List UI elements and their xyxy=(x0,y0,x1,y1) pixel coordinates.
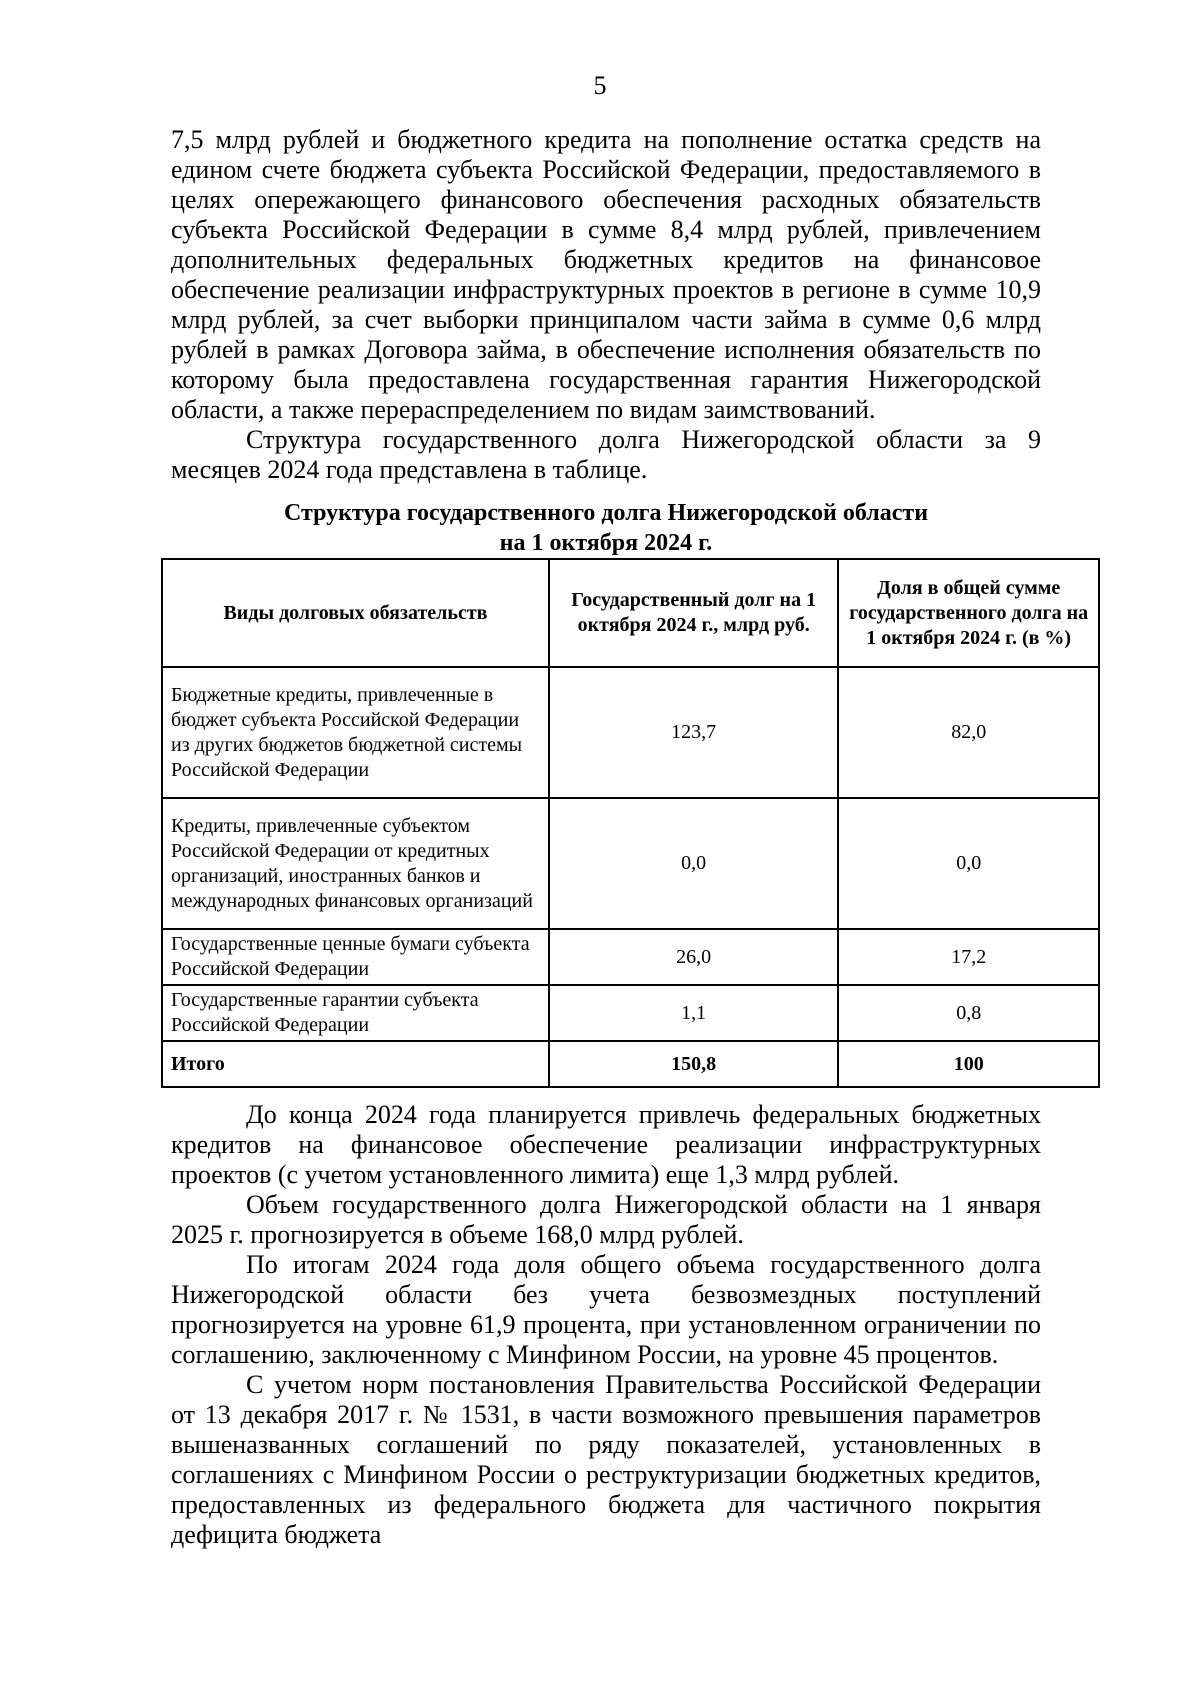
share-cell: 0,0 xyxy=(838,798,1099,929)
paragraph: Объем государственного долга Нижегородской области на 1 января 2025 г. прогнозируется в объеме 168,0 млрд рублей. xyxy=(171,1190,1041,1249)
table-row xyxy=(162,985,1099,1041)
table-row xyxy=(162,798,1099,929)
column-header-share: Доля в общей сумме государственного долга на 1 октября 2024 г. (в %) xyxy=(838,559,1099,667)
amount-cell: 0,0 xyxy=(549,798,838,929)
page-number: 5 xyxy=(593,71,607,100)
debt-type-cell: Государственные гарантии субъекта Российской Федерации xyxy=(162,985,549,1041)
paragraph: С учетом норм постановления Правительства Российской Федерации от 13 декабря 2017 г. № 1531, в части возможного превышения параметров вышеназванных соглашений по ряду показателей, установленных в соглашениях с Минфином России о реструктуризации бюджетных кредитов, предоставленных из федерального бюджета для частичного покрытия дефицита бюджета xyxy=(171,1370,1041,1549)
text-block-bottom xyxy=(171,1100,1041,1550)
total-share-cell: 100 xyxy=(838,1041,1099,1087)
amount-cell: 123,7 xyxy=(549,667,838,798)
debt-type-cell: Государственные ценные бумаги субъекта Российской Федерации xyxy=(162,929,549,985)
paragraph: Структура государственного долга Нижегородской области за 9 месяцев 2024 года представлена в таблице. xyxy=(171,425,1041,484)
share-cell: 82,0 xyxy=(838,667,1099,798)
debt-structure-table xyxy=(161,558,1100,1088)
total-label-cell: Итого xyxy=(162,1041,549,1087)
share-cell: 17,2 xyxy=(838,929,1099,985)
table-title xyxy=(171,498,1041,558)
table-header-row xyxy=(162,559,1099,667)
table-total-row xyxy=(162,1041,1099,1087)
amount-cell: 26,0 xyxy=(549,929,838,985)
debt-type-cell: Бюджетные кредиты, привлеченные в бюджет субъекта Российской Федерации из других бюджетов бюджетной системы Российской Федерации xyxy=(162,667,549,798)
column-header-amount: Государственный долг на 1 октября 2024 г., млрд руб. xyxy=(549,559,838,667)
table-row xyxy=(162,929,1099,985)
column-header-debt-type: Виды долговых обязательств xyxy=(162,559,549,667)
text-block-top xyxy=(171,125,1041,485)
table-title-line: Структура государственного долга Нижегородской области xyxy=(283,500,929,526)
total-amount-cell: 150,8 xyxy=(549,1041,838,1087)
table-row xyxy=(162,667,1099,798)
amount-cell: 1,1 xyxy=(549,985,838,1041)
paragraph: По итогам 2024 года доля общего объема государственного долга Нижегородской области без учета безвозмездных поступлений прогнозируется на уровне 61,9 процента, при установленном ограничении по соглашению, заключенному с Минфином России, на уровне 45 процентов. xyxy=(171,1250,1041,1369)
paragraph: 7,5 млрд рублей и бюджетного кредита на пополнение остатка средств на едином счете бюджета субъекта Российской Федерации, предоставляемого в целях опережающего финансового обеспечения расходных обязательств субъекта Российской Федерации в сумме 8,4 млрд рублей, привлечением дополнительных федеральных бюджетных кредитов на финансовое обеспечение реализации инфраструктурных проектов в регионе в сумме 10,9 млрд рублей, за счет выборки принципалом части займа в сумме 0,6 млрд рублей в рамках Договора займа, в обеспечение исполнения обязательств по которому была предоставлена государственная гарантия Нижегородской области, а также перераспределением по видам заимствований. xyxy=(171,125,1041,424)
paragraph: До конца 2024 года планируется привлечь федеральных бюджетных кредитов на финансовое обеспечение реализации инфраструктурных проектов (с учетом установленного лимита) еще 1,3 млрд рублей. xyxy=(171,1100,1041,1189)
debt-type-cell: Кредиты, привлеченные субъектом Российской Федерации от кредитных организаций, иностранных банков и международных финансовых организаций xyxy=(162,798,549,929)
share-cell: 0,8 xyxy=(838,985,1099,1041)
table-title-line: на 1 октября 2024 г. xyxy=(499,530,713,556)
